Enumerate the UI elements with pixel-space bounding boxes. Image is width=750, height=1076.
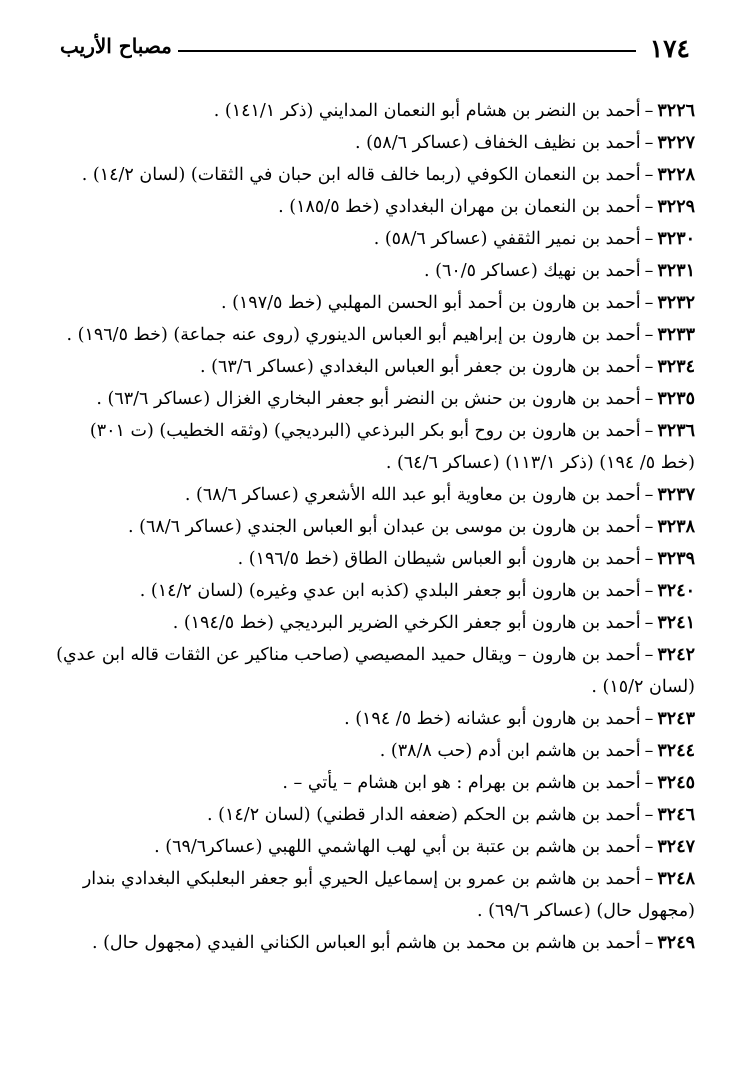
- entry-dash: –: [644, 197, 654, 217]
- entry-text: أحمد بن هارون بن جعفر أبو العباس البغدادي (عساكر ٦٣/٦) .: [200, 357, 641, 377]
- entry-number: ٣٢٣٧: [657, 485, 695, 505]
- entry-text: أحمد بن هارون أبو العباس شيطان الطاق (خط ١٩٦/٥) .: [237, 549, 641, 569]
- entry-٣٢٣٤: [55, 351, 695, 383]
- entry-number: ٣٢٤٣: [657, 709, 695, 729]
- entry-٣٢٤٠: [55, 575, 695, 607]
- entry-dash: –: [644, 165, 654, 185]
- entry-text: أحمد بن النعمان بن مهران البغدادي (خط ١٨٥/٥) .: [278, 197, 641, 217]
- entry-dash: –: [644, 613, 654, 633]
- entry-text: أحمد بن هارون بن روح أبو بكر البرذعي (البرديجي) (وثقه الخطيب) (ت ٣٠١) (خط ٥/ ١٩٤) (ذكر ١١٣/١) (عساكر ٦٤/٦) .: [89, 421, 695, 473]
- entry-٣٢٤٣: [55, 703, 695, 735]
- entry-number: ٣٢٣٦: [657, 421, 695, 441]
- entry-number: ٣٢٤٢: [657, 645, 695, 665]
- entry-٣٢٢٨: [55, 159, 695, 191]
- entry-dash: –: [644, 741, 654, 761]
- entry-number: ٣٢٤٤: [657, 741, 695, 761]
- entry-٣٢٤٥: [55, 767, 695, 799]
- entry-dash: –: [644, 549, 654, 569]
- entry-dash: –: [644, 933, 654, 953]
- entry-dash: –: [644, 773, 654, 793]
- entry-dash: –: [644, 389, 654, 409]
- entry-٣٢٣٧: [55, 479, 695, 511]
- entry-number: ٣٢٢٨: [657, 165, 695, 185]
- entry-dash: –: [644, 293, 654, 313]
- entry-٣٢٤٧: [55, 831, 695, 863]
- entry-text: أحمد بن هارون أبو جعفر الكرخي الضرير البرديجي (خط ١٩٤/٥) .: [172, 613, 641, 633]
- entry-dash: –: [644, 133, 654, 153]
- entry-text: أحمد بن النضر بن هشام أبو النعمان المدايني (ذكر ١٤١/١) .: [213, 101, 641, 121]
- entry-dash: –: [644, 581, 654, 601]
- entry-dash: –: [644, 645, 654, 665]
- entry-text: أحمد بن نهيك (عساكر ٦٠/٥) .: [423, 261, 641, 281]
- entry-number: ٣٢٣٣: [657, 325, 695, 345]
- entry-list: [55, 95, 695, 959]
- entry-number: ٣٢٤٩: [657, 933, 695, 953]
- entry-٣٢٤٩: [55, 927, 695, 959]
- entry-number: ٣٢٢٧: [657, 133, 695, 153]
- running-title: مصباح الأريب: [60, 34, 172, 58]
- entry-number: ٣٢٤٧: [657, 837, 695, 857]
- entry-dash: –: [644, 709, 654, 729]
- entry-text: أحمد بن هارون بن حنش بن النضر أبو جعفر البخاري الغزال (عساكر ٦٣/٦) .: [96, 389, 641, 409]
- entry-٣٢٤٨: [55, 863, 695, 927]
- entry-dash: –: [644, 421, 654, 441]
- entry-text: أحمد بن هارون أبو عشانه (خط ٥/ ١٩٤) .: [344, 709, 641, 729]
- entry-number: ٣٢٤٠: [657, 581, 695, 601]
- entry-text: أحمد بن هاشم ابن أدم (حب ٣٨/٨) .: [379, 741, 641, 761]
- page-header: [60, 34, 690, 68]
- entry-text: أحمد بن هاشم بن بهرام : هو ابن هشام – يأتي – .: [282, 773, 641, 793]
- entry-٣٢٤١: [55, 607, 695, 639]
- entry-number: ٣٢٢٩: [657, 197, 695, 217]
- entry-text: أحمد بن هارون – ويقال حميد المصيصي (صاحب مناكير عن الثقات قاله ابن عدي) (لسان ١٥/٢) .: [56, 645, 695, 697]
- entry-text: أحمد بن هارون بن موسى بن عبدان أبو العباس الجندي (عساكر ٦٨/٦) .: [127, 517, 641, 537]
- entry-text: أحمد بن هارون بن معاوية أبو عبد الله الأشعري (عساكر ٦٨/٦) .: [184, 485, 641, 505]
- entry-number: ٣٢٣١: [657, 261, 695, 281]
- entry-number: ٣٢٣٢: [657, 293, 695, 313]
- entry-text: أحمد بن هاشم بن محمد بن هاشم أبو العباس الكناني الفيدي (مجهول حال) .: [91, 933, 641, 953]
- entry-٣٢٣١: [55, 255, 695, 287]
- entry-dash: –: [644, 869, 654, 889]
- entry-text: أحمد بن هاشم بن عمرو بن إسماعيل الحيري أبو جعفر البعلبكي البغدادي بندار (مجهول حال) (عساكر ٦٩/٦) .: [82, 869, 695, 921]
- entry-dash: –: [644, 357, 654, 377]
- entry-number: ٣٢٣٤: [657, 357, 695, 377]
- entry-number: ٣٢٣٥: [657, 389, 695, 409]
- entry-٣٢٤٢: [55, 639, 695, 703]
- entry-٣٢٣٣: [55, 319, 695, 351]
- entry-text: أحمد بن هارون بن أحمد أبو الحسن المهلبي (خط ١٩٧/٥) .: [220, 293, 641, 313]
- entry-٣٢٢٦: [55, 95, 695, 127]
- entry-number: ٣٢٤٨: [657, 869, 695, 889]
- page-number: ١٧٤: [649, 34, 690, 63]
- entry-text: أحمد بن النعمان الكوفي (ربما خالف قاله ابن حبان في الثقات) (لسان ١٤/٢) .: [81, 165, 641, 185]
- entry-٣٢٤٦: [55, 799, 695, 831]
- entry-dash: –: [644, 837, 654, 857]
- entry-number: ٣٢٤١: [657, 613, 695, 633]
- entry-text: أحمد بن نظيف الخفاف (عساكر ٥٨/٦) .: [354, 133, 641, 153]
- entry-number: ٣٢٣٠: [657, 229, 695, 249]
- entry-٣٢٣٩: [55, 543, 695, 575]
- entry-٣٢٤٤: [55, 735, 695, 767]
- entry-number: ٣٢٢٦: [657, 101, 695, 121]
- entry-٣٢٢٩: [55, 191, 695, 223]
- entry-٣٢٢٧: [55, 127, 695, 159]
- entry-number: ٣٢٣٩: [657, 549, 695, 569]
- entry-text: أحمد بن هاشم بن عتبة بن أبي لهب الهاشمي اللهبي (عساكر٦٩/٦) .: [154, 837, 641, 857]
- entry-text: أحمد بن نمير الثقفي (عساكر ٥٨/٦) .: [373, 229, 641, 249]
- entry-٣٢٣٦: [55, 415, 695, 479]
- entry-٣٢٣٠: [55, 223, 695, 255]
- entry-number: ٣٢٤٦: [657, 805, 695, 825]
- entry-dash: –: [644, 261, 654, 281]
- entry-dash: –: [644, 229, 654, 249]
- entry-dash: –: [644, 805, 654, 825]
- header-rule: [178, 50, 636, 52]
- entry-number: ٣٢٣٨: [657, 517, 695, 537]
- entry-text: أحمد بن هارون أبو جعفر البلدي (كذبه ابن عدي وغيره) (لسان ١٤/٢) .: [139, 581, 641, 601]
- entry-dash: –: [644, 101, 654, 121]
- entry-٣٢٣٨: [55, 511, 695, 543]
- entry-٣٢٣٢: [55, 287, 695, 319]
- entry-dash: –: [644, 485, 654, 505]
- entry-text: أحمد بن هاشم بن الحكم (ضعفه الدار قطني) (لسان ١٤/٢) .: [207, 805, 641, 825]
- entry-dash: –: [644, 517, 654, 537]
- entry-dash: –: [644, 325, 654, 345]
- entry-٣٢٣٥: [55, 383, 695, 415]
- entry-text: أحمد بن هارون بن إبراهيم أبو العباس الدينوري (روى عنه جماعة) (خط ١٩٦/٥) .: [66, 325, 641, 345]
- entry-number: ٣٢٤٥: [657, 773, 695, 793]
